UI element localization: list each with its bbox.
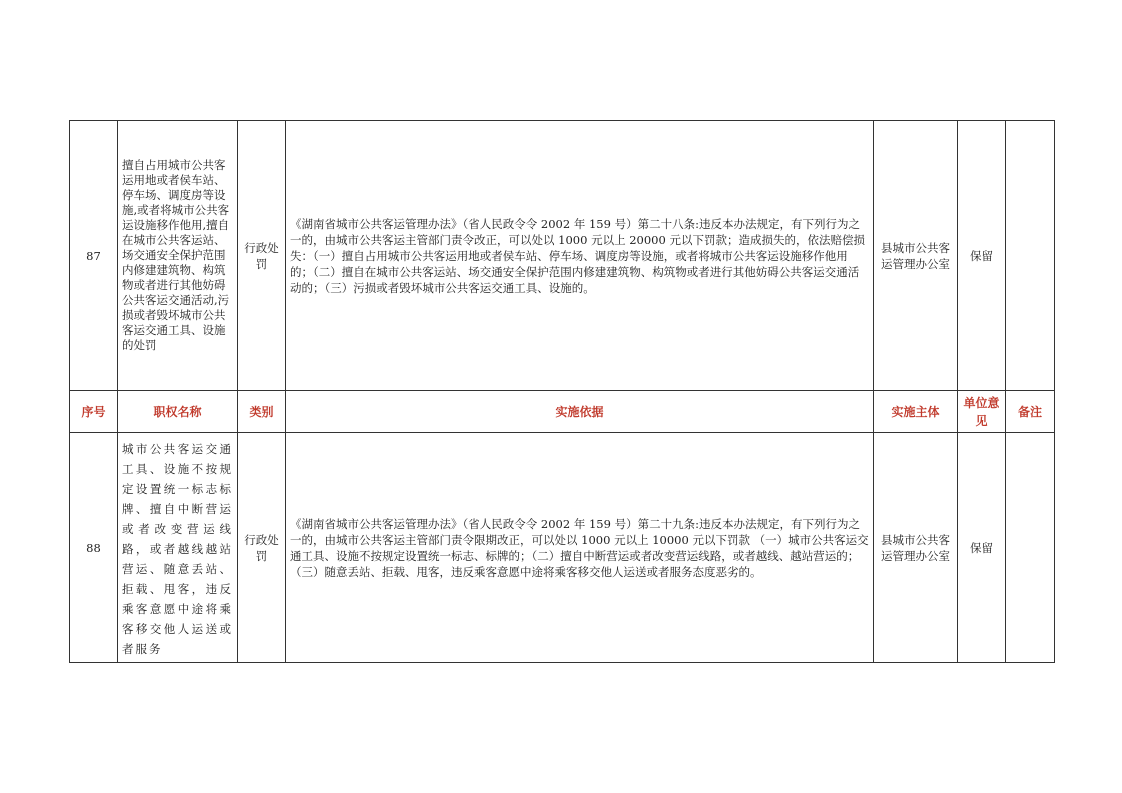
power-name: 擅自占用城市公共客运用地或者侯车站、停车场、调度房等设施,或者将城市公共客运设施移作他用,擅自在城市公共客运站、场交通安全保护范围内修建建筑物、构筑物或者进行其他妨碍公共客运交通活动,污损或者毁坏城市公共客运交通工具、设施的处罚 xyxy=(118,121,238,391)
row-number: 88 xyxy=(70,433,118,663)
table-header-row xyxy=(70,391,1055,433)
power-category: 行政处罚 xyxy=(238,121,286,391)
header-opinion: 单位意见 xyxy=(958,391,1006,433)
legal-basis: 《湖南省城市公共客运管理办法》（省人民政令令 2002 年 159 号）第二十八条:违反本办法规定，有下列行为之一的，由城市公共客运主管部门责令改正，可以处以 1000 元以上 20000 元以下罚款；造成损失的，依法赔偿损失：（一）擅自占用城市公共客运用地或者侯车站、停车场、调度房等设施，或者将城市公共客运设施移作他用的；（二）擅自在城市公共客运站、场交通安全保护范围内修建建筑物、构筑物或者进行其他妨碍公共客运交通活动的；（三）污损或者毁坏城市公共客运交通工具、设施的。 xyxy=(286,121,874,391)
header-category: 类别 xyxy=(238,391,286,433)
remark xyxy=(1006,433,1055,663)
row-number: 87 xyxy=(70,121,118,391)
implementing-body: 县城市公共客运管理办公室 xyxy=(874,433,958,663)
table-row xyxy=(70,433,1055,663)
unit-opinion: 保留 xyxy=(958,433,1006,663)
power-name: 城市公共客运交通工具、设施不按规定设置统一标志标牌、擅自中断营运或者改变营运线路，或者越线越站营运、随意丢站、拒载、甩客，违反乘客意愿中途将乘客移交他人运送或者服务 xyxy=(118,433,238,663)
header-subject: 实施主体 xyxy=(874,391,958,433)
header-name: 职权名称 xyxy=(118,391,238,433)
implementing-body: 县城市公共客运管理办公室 xyxy=(874,121,958,391)
remark xyxy=(1006,121,1055,391)
header-basis: 实施依据 xyxy=(286,391,874,433)
header-no: 序号 xyxy=(70,391,118,433)
legal-basis: 《湖南省城市公共客运管理办法》（省人民政令令 2002 年 159 号）第二十九条:违反本办法规定，有下列行为之一的，由城市公共客运主管部门责令限期改正，可以处以 1000 元以上 10000 元以下罚款 （一）城市公共客运交通工具、设施不按规定设置统一标志、标牌的；（二）擅自中断营运或者改变营运线路，或者越线、越站营运的；（三）随意丢站、拒载、甩客，违反乘客意愿中途将乘客移交他人运送或者服务态度恶劣的。 xyxy=(286,433,874,663)
power-list-table xyxy=(69,120,1055,663)
table-row xyxy=(70,121,1055,391)
header-remark: 备注 xyxy=(1006,391,1055,433)
power-category: 行政处罚 xyxy=(238,433,286,663)
unit-opinion: 保留 xyxy=(958,121,1006,391)
